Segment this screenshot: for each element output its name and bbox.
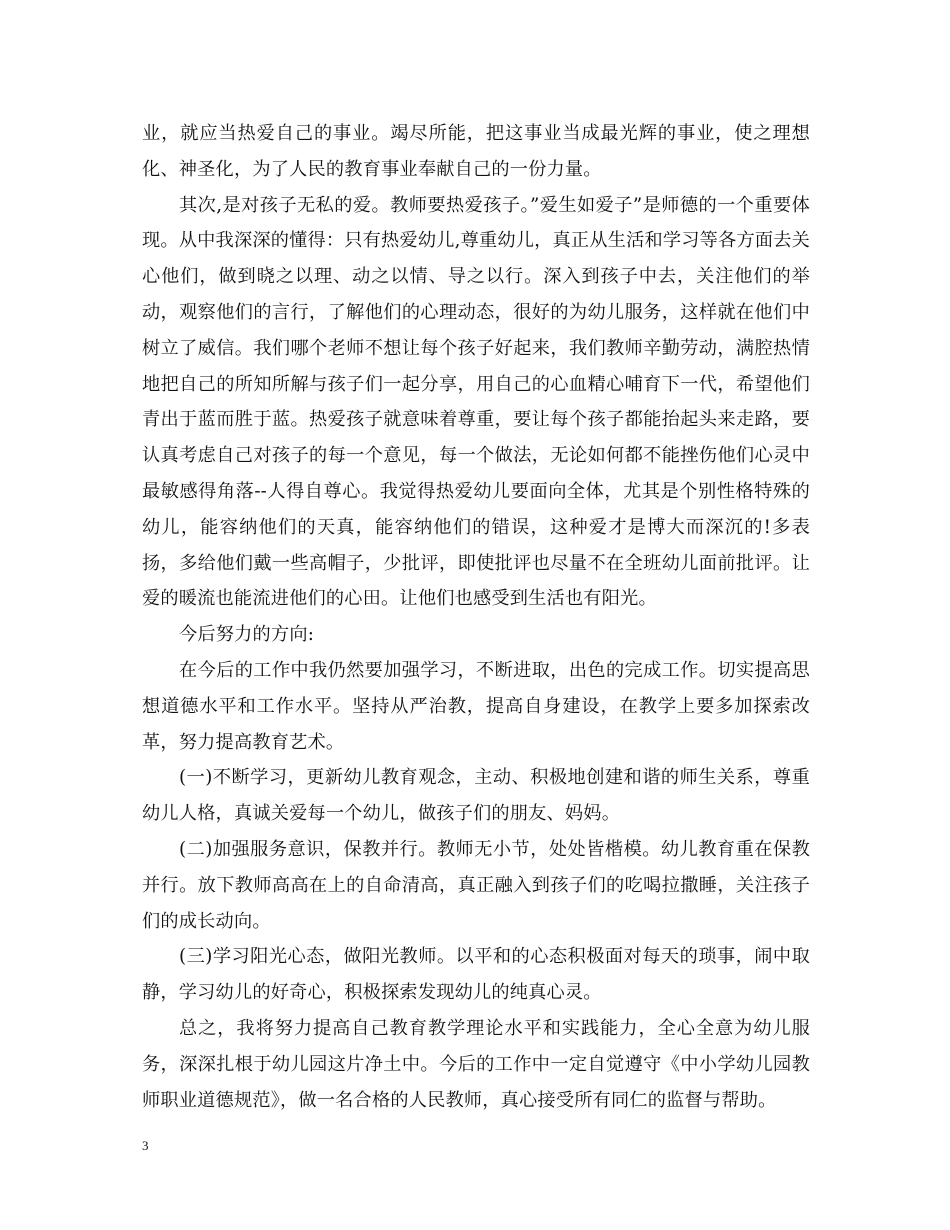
paragraph-love-children: 其次,是对孩子无私的爱。教师要热爱孩子。”爱生如爱子”是师德的一个重要体现。从中我深深的懂得：只有热爱幼儿,尊重幼儿，真正从生活和学习等各方面去关心他们，做到晓之以理、动之以情、导之以行。深入到孩子中去，关注他们的举动，观察他们的言行，了解他们的心理动态，很好的为幼儿服务，这样就在他们中树立了威信。我们哪个老师不想让每个孩子好起来，我们教师辛勤劳动，满腔热情地把自己的所知所解与孩子们一起分享，用自己的心血精心哺育下一代，希望他们青出于蓝而胜于蓝。热爱孩子就意味着尊重，要让每个孩子都能抬起头来走路，要认真考虑自己对孩子的每一个意见，每一个做法，无论如何都不能挫伤他们心灵中最敏感得角落--人得自尊心。我觉得热爱幼儿要面向全体，尤其是个别性格特殊的幼儿，能容纳他们的天真，能容纳他们的错误，这种爱才是博大而深沉的!多表扬，多给他们戴一些高帽子，少批评，即使批评也尽量不在全班幼儿面前批评。让爱的暖流也能流进他们的心田。让他们也感受到生活也有阳光。: [142, 194, 810, 610]
document-body: [142, 116, 810, 1118]
page-number: 3: [142, 1138, 149, 1153]
paragraph-continuation: 业，就应当热爱自己的事业。竭尽所能，把这事业当成最光辉的事业，使之理想化、神圣化，为了人民的教育事业奉献自己的一份力量。: [142, 123, 810, 180]
list-item-two: (二)加强服务意识，保教并行。教师无小节，处处皆楷模。幼儿教育重在保教并行。放下教师高高在上的自命清高，真正融入到孩子们的吃喝拉撒睡，关注孩子们的成长动向。: [142, 838, 810, 932]
paragraph-future-work: 在今后的工作中我仍然要加强学习，不断进取，出色的完成工作。切实提高思想道德水平和工作水平。坚持从严治教，提高自身建设，在教学上要多加探索改革，努力提高教育艺术。: [142, 659, 810, 753]
section-heading-future-direction: 今后努力的方向:: [179, 624, 315, 646]
paragraph-conclusion: 总之，我将努力提高自己教育教学理论水平和实践能力，全心全意为幼儿服务，深深扎根于幼儿园这片净土中。今后的工作中一定自觉遵守《中小学幼儿园教师职业道德规范》，做一名合格的人民教师，真心接受所有同仁的监督与帮助。: [142, 1017, 810, 1111]
list-item-one: (一)不断学习，更新幼儿教育观念，主动、积极地创建和谐的师生关系，尊重幼儿人格，真诚关爱每一个幼儿，做孩子们的朋友、妈妈。: [142, 767, 810, 825]
list-item-three: (三)学习阳光心态，做阳光教师。以平和的心态积极面对每天的琐事，闹中取静，学习幼儿的好奇心，积极探索发现幼儿的纯真心灵。: [142, 946, 810, 1004]
